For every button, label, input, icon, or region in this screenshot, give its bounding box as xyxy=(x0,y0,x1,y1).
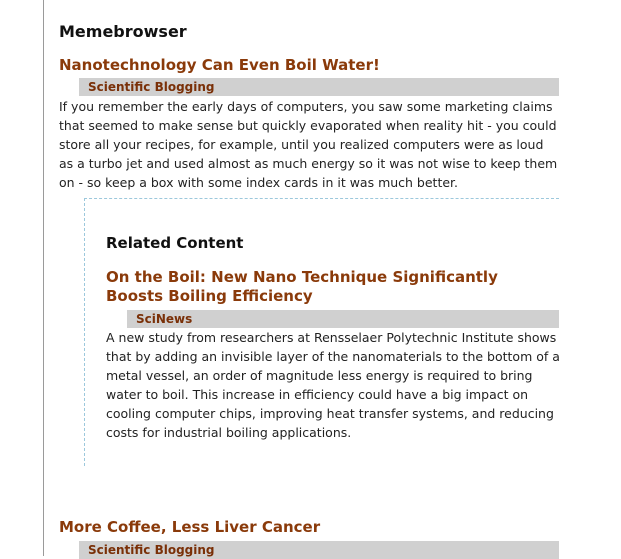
related-headline xyxy=(106,268,551,306)
article-source-bar xyxy=(79,78,559,96)
related-source-bar xyxy=(127,310,559,328)
section-title: Memebrowser xyxy=(59,22,187,41)
article-headline-link-2[interactable]: More Coffee, Less Liver Cancer xyxy=(59,518,321,536)
related-source-label: SciNews xyxy=(136,312,193,326)
article-source-label-2: Scientific Blogging xyxy=(88,543,215,557)
article-source-bar-2 xyxy=(79,541,559,559)
article-headline-link[interactable]: Nanotechnology Can Even Boil Water! xyxy=(59,56,380,74)
related-headline-link[interactable]: On the Boil xyxy=(106,268,200,286)
article-source-label: Scientific Blogging xyxy=(88,80,215,94)
article-summary: If you remember the early days of computers, you saw some marketing claims that seemed to make sense but quickly evaporated when reality hit - you could store all your recipes, for example, until you realized computers were as loud as a turbo jet and used almost as much energy so it was not wise to keep them on - so keep a box with some index cards in it was much better. xyxy=(59,99,558,190)
left-border-rule xyxy=(43,0,44,556)
related-content-title: Related Content xyxy=(106,234,244,252)
related-summary: A new study from researchers at Rensselaer Polytechnic Institute shows that by adding an invisible layer of the nanomaterials to the bottom of a metal vessel, an order of magnitude less energy is required to bring water to boil. This increase in efficiency could have a big impact on cooling computer chips, improving heat transfer systems, and reducing costs for industrial boiling applications. xyxy=(106,330,560,440)
related-headline-rest: : New Nano Technique Significantly Boosts Boiling Efficiency xyxy=(106,268,498,305)
